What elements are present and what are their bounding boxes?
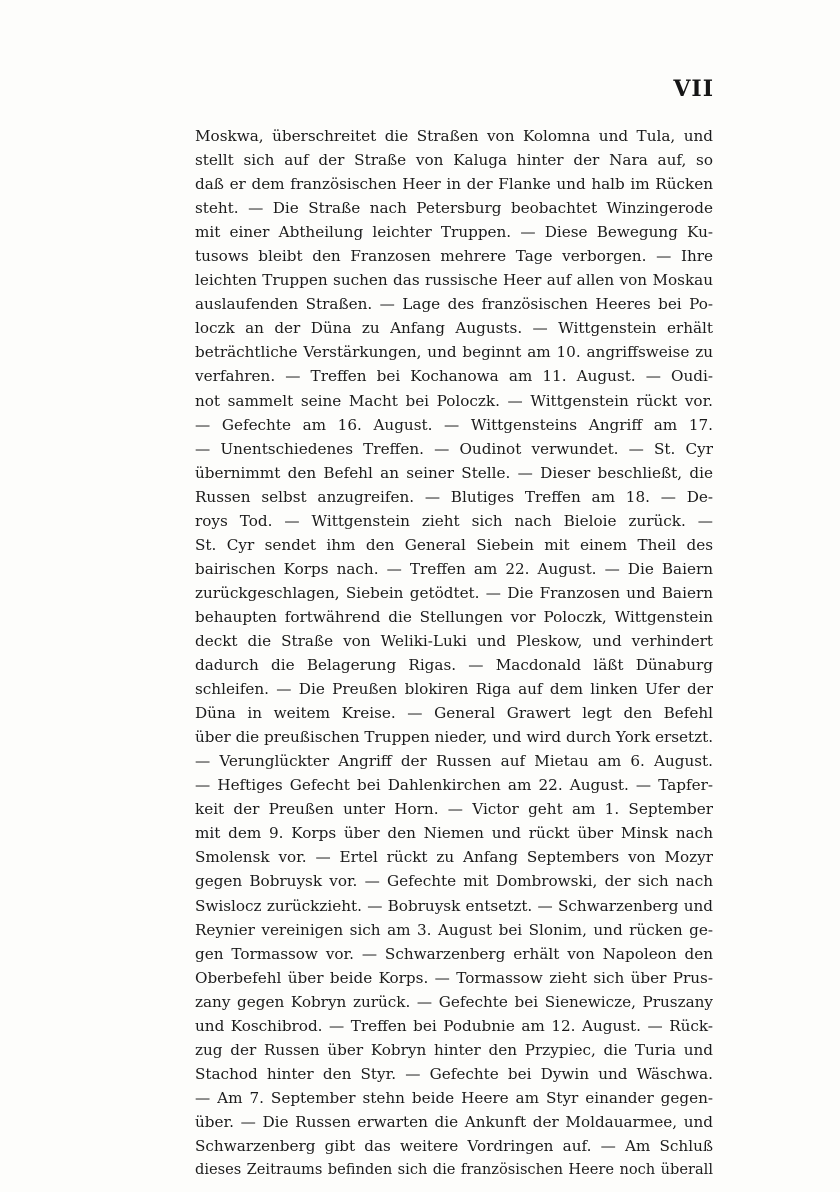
text-line: bairischen Korps nach. — Treffen am 22. August. — Die Baiern: [195, 559, 713, 578]
text-line: verfahren. — Treffen bei Kochanowa am 11. August. — Oudi-: [195, 367, 713, 386]
text-line: über die preußischen Truppen nieder, und wird durch York ersetzt.: [195, 728, 713, 747]
text-line: — Heftiges Gefecht bei Dahlenkirchen am 22. August. — Tapfer-: [195, 776, 713, 795]
text-line: keit der Preußen unter Horn. — Victor geht am 1. September: [195, 800, 713, 819]
text-line: mit dem 9. Korps über den Niemen und rückt über Minsk nach: [195, 824, 713, 843]
text-line: gen Tormassow vor. — Schwarzenberg erhält von Napoleon den: [195, 944, 713, 963]
text-line: übernimmt den Befehl an seiner Stelle. — Dieser beschließt, die: [195, 463, 713, 482]
text-line: zany gegen Kobryn zurück. — Gefechte bei Sienewicze, Pruszany: [195, 992, 713, 1011]
text-line: dadurch die Belagerung Rigas. — Macdonald läßt Dünaburg: [195, 656, 713, 675]
text-line: loczk an der Düna zu Anfang Augusts. — Wittgenstein erhält: [195, 319, 713, 338]
text-line: stellt sich auf der Straße von Kaluga hinter der Nara auf, so: [195, 151, 713, 170]
text-line: dieses Zeitraums befinden sich die französischen Heere noch überall: [195, 1161, 713, 1179]
body-text: [195, 124, 713, 1182]
text-line: roys Tod. — Wittgenstein zieht sich nach Bieloie zurück. —: [195, 511, 713, 530]
text-line: Schwarzenberg gibt das weitere Vordringen auf. — Am Schluß: [195, 1136, 713, 1155]
text-line: zug der Russen über Kobryn hinter den Przypiec, die Turia und: [195, 1040, 713, 1059]
text-line: zurückgeschlagen, Siebein getödtet. — Die Franzosen und Baiern: [195, 583, 713, 602]
text-line: tusows bleibt den Franzosen mehrere Tage verborgen. — Ihre: [195, 247, 713, 266]
text-line: deckt die Straße von Weliki-Luki und Pleskow, und verhindert: [195, 631, 713, 650]
text-line: steht. — Die Straße nach Petersburg beobachtet Winzingerode: [195, 199, 713, 218]
text-line: leichten Truppen suchen das russische Heer auf allen von Moskau: [195, 271, 713, 290]
text-line: auslaufenden Straßen. — Lage des französischen Heeres bei Po-: [195, 295, 713, 314]
text-line: Moskwa, überschreitet die Straßen von Kolomna und Tula, und: [195, 127, 713, 145]
page-number: VII: [673, 76, 714, 102]
text-line: Swislocz zurückzieht. — Bobruysk entsetzt. — Schwarzenberg und: [195, 896, 713, 915]
text-line: beträchtliche Verstärkungen, und beginnt am 10. angriffsweise zu: [195, 343, 713, 362]
text-line: Stachod hinter den Styr. — Gefechte bei Dywin und Wäschwa.: [195, 1064, 713, 1083]
text-line: St. Cyr sendet ihm den General Siebein mit einem Theil des: [195, 535, 713, 554]
text-line: schleifen. — Die Preußen blokiren Riga auf dem linken Ufer der: [195, 680, 713, 699]
text-line: Oberbefehl über beide Korps. — Tormassow zieht sich über Prus-: [195, 968, 713, 987]
text-line: not sammelt seine Macht bei Poloczk. — Wittgenstein rückt vor.: [195, 391, 713, 410]
text-line: Smolensk vor. — Ertel rückt zu Anfang Septembers von Mozyr: [195, 848, 713, 867]
text-line: Düna in weitem Kreise. — General Grawert legt den Befehl: [195, 704, 713, 723]
text-line: — Gefechte am 16. August. — Wittgensteins Angriff am 17.: [195, 415, 713, 434]
text-line: Reynier vereinigen sich am 3. August bei Slonim, und rücken ge-: [195, 920, 713, 939]
text-line: — Verunglückter Angriff der Russen auf Mietau am 6. August.: [195, 752, 713, 771]
text-line: Russen selbst anzugreifen. — Blutiges Treffen am 18. — De-: [195, 487, 713, 506]
text-line: behaupten fortwährend die Stellungen vor Poloczk, Wittgenstein: [195, 607, 713, 626]
text-line: über. — Die Russen erwarten die Ankunft der Moldauarmee, und: [195, 1112, 713, 1131]
text-line: und Koschibrod. — Treffen bei Podubnie am 12. August. — Rück-: [195, 1016, 713, 1035]
text-line: gegen Bobruysk vor. — Gefechte mit Dombrowski, der sich nach: [195, 872, 713, 891]
text-line: — Am 7. September stehn beide Heere am Styr einander gegen-: [195, 1088, 713, 1107]
text-line: daß er dem französischen Heer in der Flanke und halb im Rücken: [195, 175, 713, 194]
text-line: mit einer Abtheilung leichter Truppen. — Diese Bewegung Ku-: [195, 223, 713, 242]
text-line: — Unentschiedenes Treffen. — Oudinot verwundet. — St. Cyr: [195, 439, 713, 458]
